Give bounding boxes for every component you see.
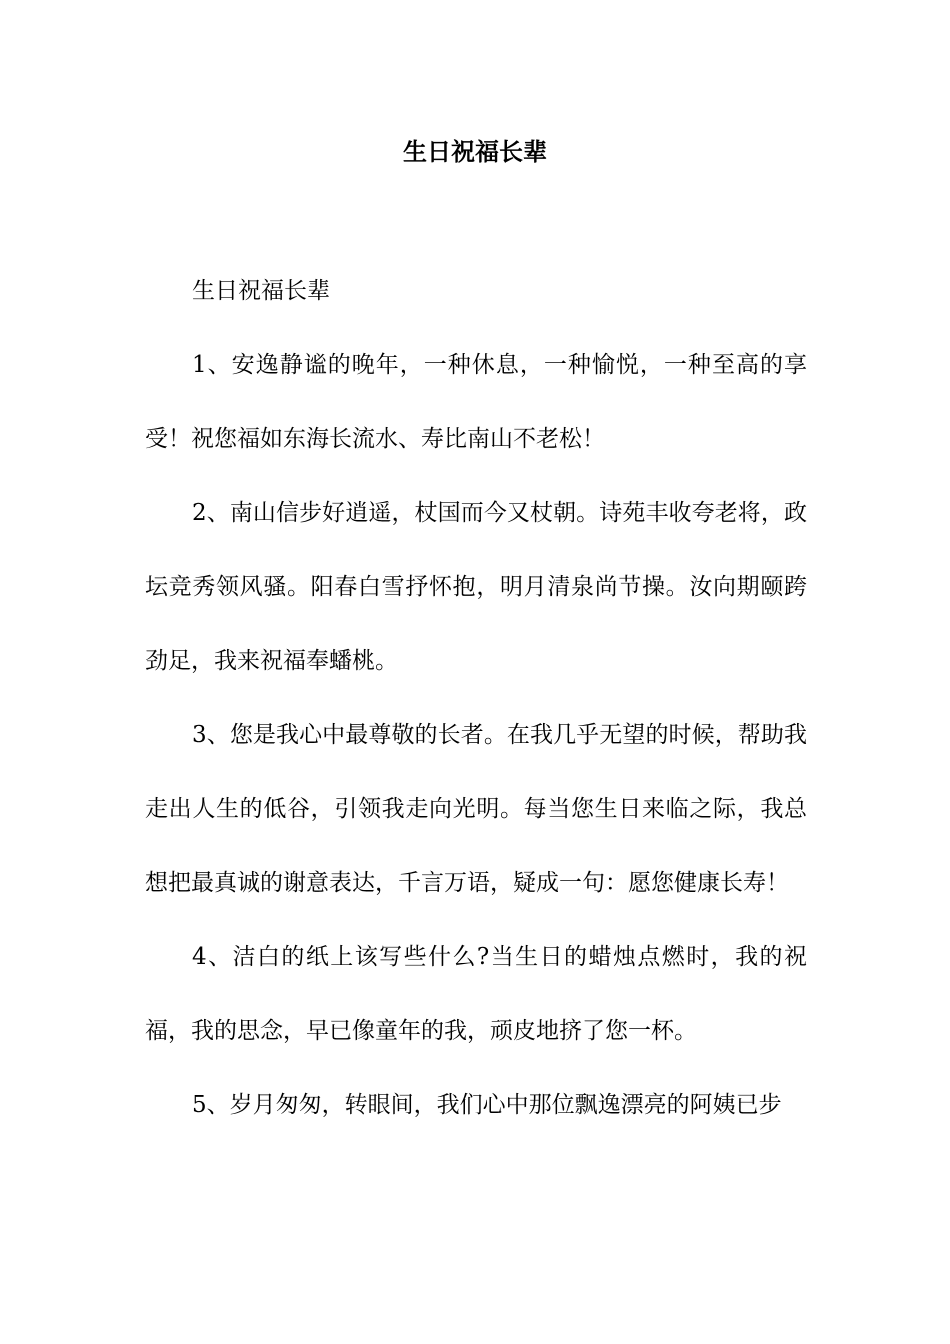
paragraph-subtitle: 生日祝福长辈 [192,278,330,304]
paragraph-5: 5、岁月匆匆，转眼间，我们心中那位飘逸漂亮的阿姨已步 [192,1092,782,1118]
document-body [145,254,807,1142]
document-title: 生日祝福长辈 [403,137,547,166]
paragraph-2: 2、南山信步好逍遥，杖国而今又杖朝。诗苑丰收夸老将，政坛竞秀领风骚。阳春白雪抒怀抱，明月清泉尚节操。汝向期颐跨劲足，我来祝福奉蟠桃。 [145,500,807,674]
paragraph-3: 3、您是我心中最尊敬的长者。在我几乎无望的时候，帮助我走出人生的低谷，引领我走向光明。每当您生日来临之际，我总想把最真诚的谢意表达，千言万语，疑成一句：愿您健康长寿！ [145,722,807,896]
paragraph-1: 1、安逸静谧的晚年，一种休息，一种愉悦，一种至高的享受！祝您福如东海长流水、寿比南山不老松！ [145,352,807,452]
paragraph-4: 4、洁白的纸上该写些什么?当生日的蜡烛点燃时，我的祝福，我的思念，早已像童年的我，顽皮地挤了您一杯。 [145,944,807,1044]
